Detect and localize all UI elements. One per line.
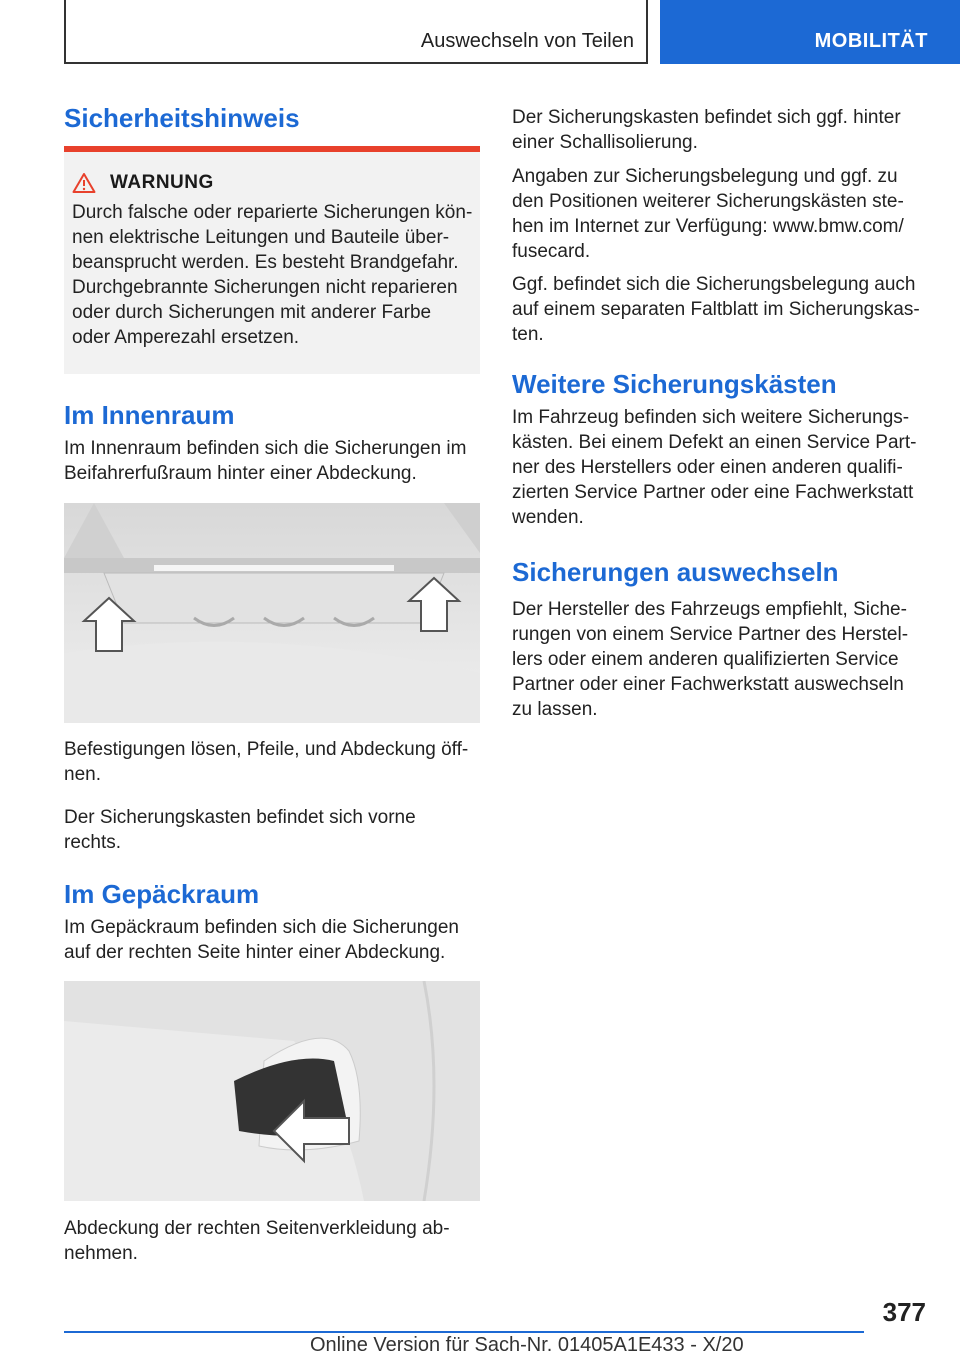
footer-divider — [64, 1331, 864, 1333]
weitere-text: Im Fahrzeug befinden sich weitere Sicherungs- kästen. Bei einem Defekt an einen Service Part- ner des Herstellers oder einen anderen qualifi- zierten Service Partner oder eine Fachwerkstatt wenden. — [512, 407, 917, 528]
right-paragraph-3: Ggf. befindet sich die Sicherungsbelegung auch auf einem separaten Faltblatt im Sicherungskas- ten. — [512, 274, 920, 345]
innenraum-image — [64, 503, 480, 723]
right-paragraph-1: Der Sicherungskasten befindet sich ggf. hinter einer Schallisolierung. — [512, 107, 901, 153]
innenraum-text: Im Innenraum befinden sich die Sicherungen im Beifahrerfußraum hinter einer Abdeckung. — [64, 438, 467, 484]
auswechseln-heading: Sicherungen auswechseln — [512, 557, 839, 587]
warning-triangle-icon — [72, 172, 96, 194]
gepaeckraum-caption: Abdeckung der rechten Seitenverkleidung ab- nehmen. — [64, 1218, 450, 1264]
gepaeckraum-image — [64, 981, 480, 1201]
footer-text: Online Version für Sach-Nr. 01405A1E433 - X/20 — [310, 1334, 744, 1356]
header-chapter-title: MOBILITÄT — [814, 30, 928, 52]
warning-header — [72, 172, 214, 194]
header-section-title: Auswechseln von Teilen — [420, 30, 634, 52]
warning-box — [64, 146, 480, 374]
weitere-heading: Weitere Sicherungskästen — [512, 369, 837, 399]
innenraum-caption-1: Befestigungen lösen, Pfeile, und Abdeckung öff- nen. — [64, 739, 469, 785]
header-chapter-tab — [660, 0, 960, 64]
warning-label: WARNUNG — [110, 172, 214, 193]
innenraum-caption-2: Der Sicherungskasten befindet sich vorne rechts. — [64, 807, 416, 853]
innenraum-heading: Im Innenraum — [64, 400, 235, 430]
header-section-tab — [64, 0, 648, 64]
gepaeckraum-text: Im Gepäckraum befinden sich die Sicherungen auf der rechten Seite hinter einer Abdeckung. — [64, 917, 460, 963]
right-paragraph-2: Angaben zur Sicherungsbelegung und ggf. zu den Positionen weiterer Sicherungskästen ste- hen im Internet zur Verfügung: www.bmw.com/ fusecard. — [512, 166, 904, 262]
page-number: 377 — [882, 1297, 926, 1327]
warning-text: Durch falsche oder reparierte Sicherungen kön- nen elektrische Leitungen und Bauteile über- beansprucht werden. Es besteht Brandgefahr. Durchgebrannte Sicherungen nicht reparieren oder durch Sicherungen mit anderer Farbe oder Amperezahl ersetzen. — [72, 202, 473, 348]
auswechseln-text: Der Hersteller des Fahrzeugs empfiehlt, Siche- rungen von einem Service Partner des Herstel- lers oder einem anderen qualifizierten Service Partner oder einer Fachwerkstatt auswechseln zu lassen. — [512, 599, 909, 720]
safety-heading: Sicherheitshinweis — [64, 103, 300, 133]
gepaeckraum-heading: Im Gepäckraum — [64, 879, 260, 909]
warning-bar — [64, 146, 480, 152]
